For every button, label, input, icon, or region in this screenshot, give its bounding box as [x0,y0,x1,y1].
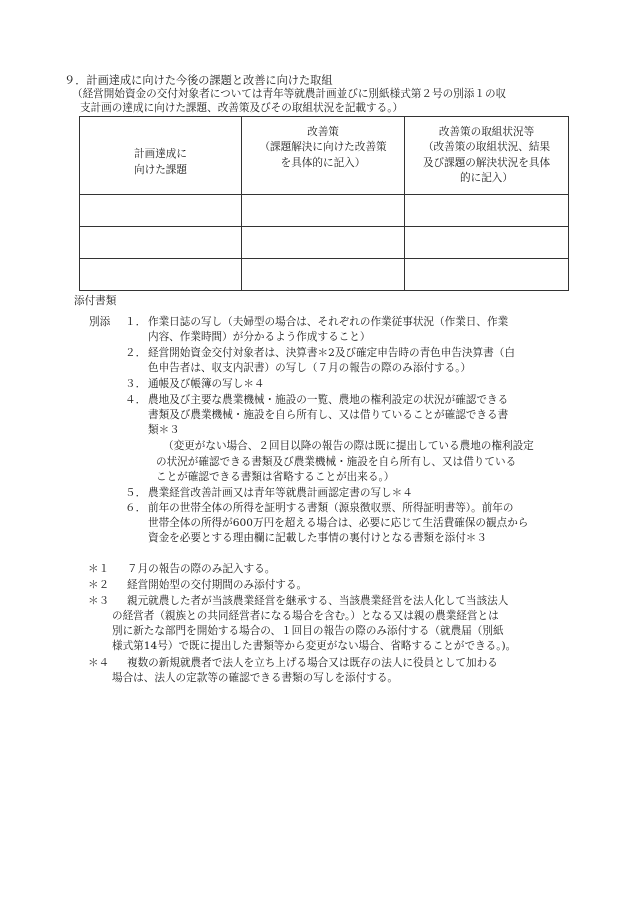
attachment-note-text: ことが確認できる書類は省略することが出来る。） [156,471,395,483]
table-cell[interactable] [405,195,569,227]
attachment-item-text: 色申告者は、収支内訳書）の写し（７月の報告の際のみ添付する。） [148,362,472,374]
footnote-mark: ＊２ [88,579,110,591]
table-cell[interactable] [405,259,569,291]
table-cell[interactable] [80,259,242,291]
footnote-text: 複数の新規就農者で法人を立ち上げる場合又は既存の法人に役員として加わる [127,657,498,669]
footnote-text: 親元就農した者が当該農業経営を継承する、当該農業経営を法人化して当該法人 [127,595,509,607]
table-cell[interactable] [405,227,569,259]
attachment-item-number: ６． [125,502,147,514]
footnote-text: 別に新たな部門を開始する場合の、１回目の報告の際のみ添付する（就農届（別紙 [112,625,504,637]
table-row [80,227,569,259]
attachment-item-text: 経営開始資金交付対象者は、決算書＊2及び確定申告時の青色申告決算書（白 [148,347,515,359]
attachment-note-text: （変更がない場合、２回目以降の報告の際は既に提出している農地の権利設定 [163,440,534,452]
attachment-item-number: ２． [125,347,147,359]
table-row [80,259,569,291]
attachment-item-number: １． [125,316,147,328]
attachment-item-number: ３． [125,378,147,390]
footnote-text: 様式第14号）で既に提出した書類等から変更がない場合、省略することができる。)。 [112,640,517,652]
attachment-item-text: 農地及び主要な農業機械・施設の一覧、農地の権利設定の状況が確認できる [148,394,509,406]
attachment-item-text: 農業経営改善計画又は青年等就農計画認定書の写し＊４ [148,487,413,499]
table-row [80,195,569,227]
section-note-line-2: 支計画の達成に向けた課題、改善策及びその取組状況を記載する。） [80,102,404,114]
attachments-heading: 添付書類 [74,295,117,307]
attachment-item-text: 作業日誌の写し（夫婦型の場合は、それぞれの作業従事状況（作業日、作業 [148,316,509,328]
footnote-text: 場合は、法人の定款等の確認できる書類の写しを添付する。 [112,672,399,684]
table-cell[interactable] [80,227,242,259]
section-title: ９．計画達成に向けた今後の課題と改善に向けた取組 [64,74,333,87]
attachment-note-text: の状況が確認できる書類及び農業機械・施設を自ら所有し、又は借りている [156,456,517,468]
table-header-row [80,117,569,195]
attachment-item-number: ５． [125,487,147,499]
plan-table [79,116,569,291]
attachment-item-text: 通帳及び帳簿の写し＊４ [148,378,265,390]
footnote-mark: ＊１ [88,563,110,575]
attachment-item-text: 書類及び農業機械・施設を自ら所有し、又は借りていることが確認できる書 [148,409,509,421]
attachment-item-number: ４． [125,394,147,406]
attachment-item-text: 内容、作業時間）が分かるよう作成すること） [148,331,371,343]
footnote-text: の経営者（親族との共同経営者になる場合を含む。）となる又は親の農業経営とは [112,610,499,622]
attachment-item-text: 類＊３ [148,424,180,436]
footnote-mark: ＊４ [88,657,110,669]
table-cell[interactable] [80,195,242,227]
table-cell[interactable] [242,195,405,227]
attachments-label: 別添 [89,316,111,328]
attachment-item-text: 資金を必要とする理由欄に記載した事情の裏付けとなる書類を添付＊３ [148,532,487,544]
footnote-text: 経営開始型の交付期間のみ添付する。 [127,579,308,591]
footnote-text: ７月の報告の際のみ記入する。 [127,563,276,575]
header-cell-measures: 改善策 （課題解決に向けた改善策 を具体的に記入） [242,117,405,195]
header-cell-status: 改善策の取組状況等 （改善策の取組状況、結果 及び課題の解決状況を具体 的に記入） [405,117,569,195]
attachment-item-text: 前年の世帯全体の所得を証明する書類（源泉徴収票、所得証明書等）。前年の [148,502,514,514]
section-note-line-1: （経営開始資金の交付対象者については青年等就農計画並びに別紙様式第２号の別添１の収 [72,88,507,100]
footnote-mark: ＊３ [88,595,110,607]
table-cell[interactable] [242,227,405,259]
attachment-item-text: 世帯全体の所得が600万円を超える場合は、必要に応じて生活費確保の観点から [148,517,529,529]
table-cell[interactable] [242,259,405,291]
header-cell-issues: 計画達成に 向けた課題 [80,117,242,195]
